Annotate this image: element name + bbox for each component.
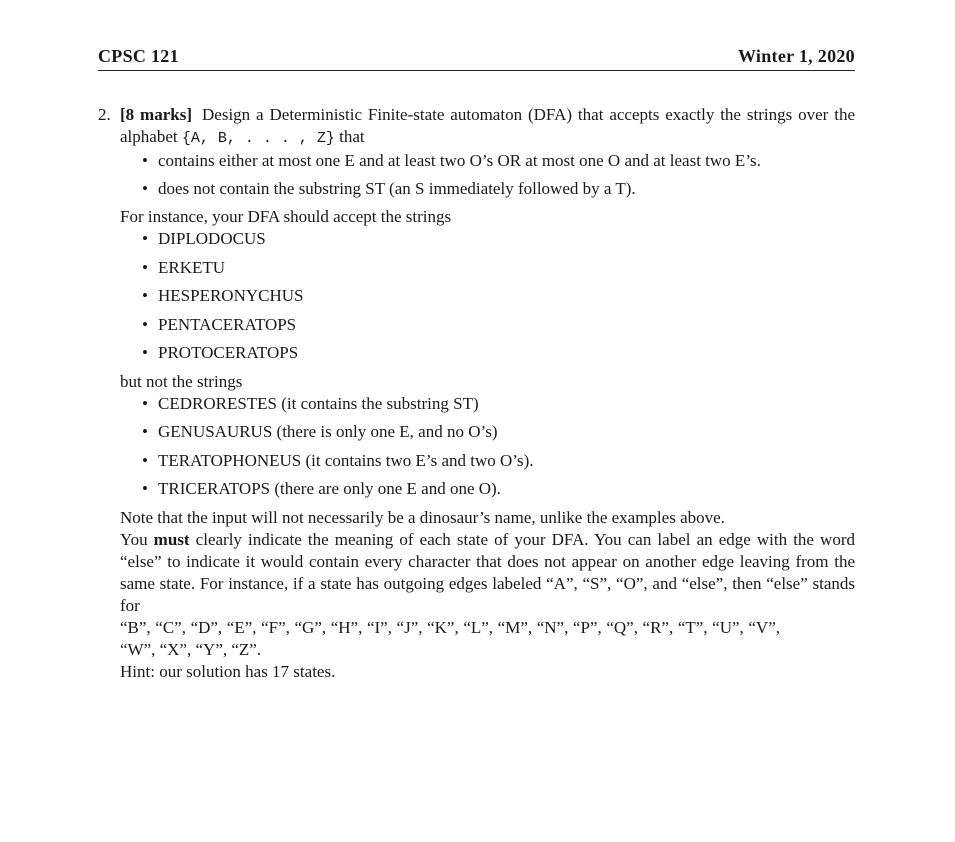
reject-list: [120, 393, 855, 501]
accept-item: • PENTACERATOPS: [120, 314, 855, 336]
condition-item: • contains either at most one E and at least two O’s OR at most one O and at least two E’s.: [120, 150, 855, 172]
must-post: clearly indicate the meaning of each state of your DFA. You can label an edge with the word “else” to indicate it would contain every character that does not appear on another edge leaving from the same state. For instance, if a state has outgoing edges labeled “A”, “S”, “O”, and “else”, then “else” stands for: [120, 529, 855, 615]
accept-item: • PROTOCERATOPS: [120, 342, 855, 364]
course-code: CPSC 121: [98, 46, 179, 66]
reject-intro: but not the strings: [120, 371, 243, 391]
problem-number: 2.: [98, 105, 111, 124]
condition-item: • does not contain the substring ST (an S immediately followed by a T).: [120, 178, 855, 200]
page-header: [98, 46, 855, 71]
marks-label: [8 marks]: [120, 105, 192, 124]
problem-body: [120, 104, 855, 683]
dinosaur-note: Note that the input will not necessarily be a dinosaur’s name, unlike the examples above.: [120, 507, 725, 527]
alphabet-set: {A, B, . . . , Z}: [181, 130, 335, 147]
state-meaning-paragraph: [120, 529, 855, 617]
reject-item: • TRICERATOPS (there are only one E and one O).: [120, 478, 855, 500]
problem-2: [98, 104, 855, 683]
intro-text-1: Design a Deterministic Finite-state automaton (DFA) that accepts exactly the strings over the alphabet: [120, 105, 855, 146]
reject-item: • GENUSAURUS (there is only one E, and no O’s): [120, 421, 855, 443]
problem-intro: [120, 104, 855, 150]
reject-item: • TERATOPHONEUS (it contains two E’s and two O’s).: [120, 450, 855, 472]
accept-item: • HESPERONYCHUS: [120, 285, 855, 307]
accept-item: • DIPLODOCUS: [120, 228, 855, 250]
reject-item: • CEDRORESTES (it contains the substring ST): [120, 393, 855, 415]
must-emphasis: must: [153, 529, 190, 549]
accept-list: [120, 228, 855, 364]
condition-list: [120, 150, 855, 200]
hint-text: Hint: our solution has 17 states.: [120, 661, 336, 681]
else-characters: “B”, “C”, “D”, “E”, “F”, “G”, “H”, “I”, “J”, “K”, “L”, “M”, “N”, “P”, “Q”, “R”, “T”, “U”, “V”, “W”, “X”, “Y”, “Z”.: [120, 617, 780, 659]
term-label: Winter 1, 2020: [737, 46, 855, 66]
must-pre: You: [120, 529, 154, 549]
intro-text-2: that: [334, 127, 365, 146]
accept-item: • ERKETU: [120, 257, 855, 279]
accept-intro: For instance, your DFA should accept the strings: [120, 207, 452, 226]
